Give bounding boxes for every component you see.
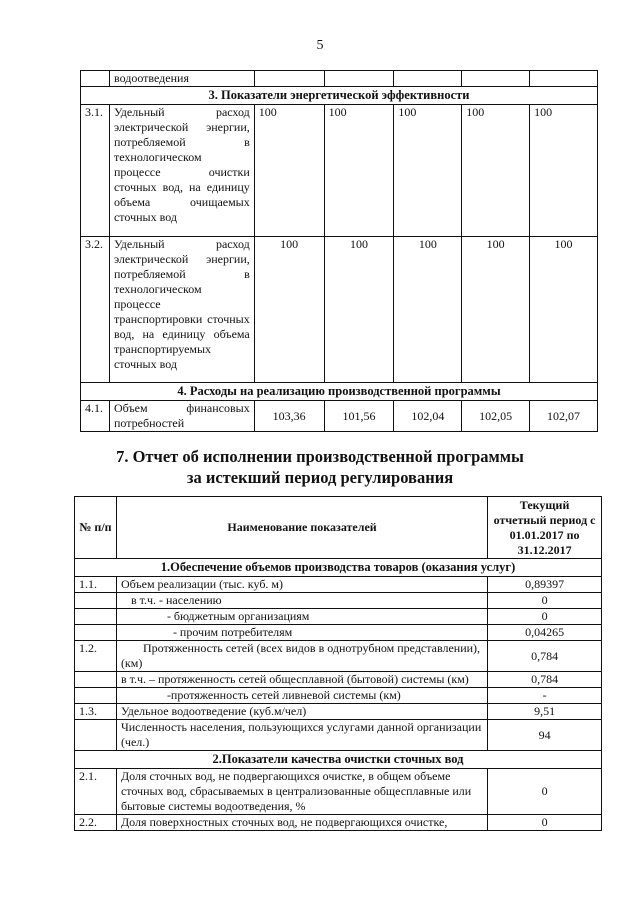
section-row [75, 559, 602, 577]
value-cell: 102,07 [530, 401, 598, 432]
row-number: 4.1. [81, 401, 110, 432]
value-cell: 102,04 [394, 401, 462, 432]
table-row [75, 577, 602, 593]
value-cell: 0,784 [488, 641, 602, 672]
table-row [81, 71, 598, 87]
indicator-name: - бюджетным организациям [116, 609, 487, 625]
value-cell: 0 [488, 593, 602, 609]
value-cell: 100 [394, 237, 462, 383]
table-row [75, 593, 602, 609]
header-row [75, 497, 602, 559]
section-row [75, 751, 602, 769]
value-cell: 100 [462, 237, 530, 383]
indicator-name: Удельное водоотведение (куб.м/чел) [116, 704, 487, 720]
section-1-heading: 1.Обеспечение объемов производства товаров (оказания услуг) [75, 559, 602, 577]
row-number: 1.1. [75, 577, 117, 593]
section-3-heading: 3. Показатели энергетической эффективности [81, 87, 598, 105]
indicator-name: Доля сточных вод, не подвергающихся очистке, в общем объеме сточных вод, сбрасываемых в централизованные общесплавные или бытовые системы водоотведения, % [116, 769, 487, 815]
indicator-name: Объем финансовых потребностей [109, 401, 254, 432]
value-cell: - [488, 688, 602, 704]
table-row [75, 704, 602, 720]
value-cell: 100 [394, 105, 462, 237]
value-cell: 0,04265 [488, 625, 602, 641]
table-row [75, 688, 602, 704]
value-cell: 100 [324, 237, 394, 383]
title-line-1: 7. Отчет об исполнении производственной программы [116, 447, 524, 466]
cell-name: водоотведения [109, 71, 254, 87]
value-cell: 100 [254, 237, 324, 383]
value-cell: 101,56 [324, 401, 394, 432]
table-row [81, 105, 598, 237]
table-row [75, 672, 602, 688]
report-table [74, 496, 602, 831]
value-cell: 9,51 [488, 704, 602, 720]
indicator-name: - прочим потребителям [116, 625, 487, 641]
value-cell: 0 [488, 815, 602, 831]
value-cell: 100 [530, 105, 598, 237]
row-number: 3.1. [81, 105, 110, 237]
value-cell: 100 [324, 105, 394, 237]
indicator-name: -протяженность сетей ливневой системы (км) [116, 688, 487, 704]
table-row [75, 720, 602, 751]
table-row [81, 401, 598, 432]
indicator-name: Объем реализации (тыс. куб. м) [116, 577, 487, 593]
table-row [81, 237, 598, 383]
row-number: 1.3. [75, 704, 117, 720]
row-number: 1.2. [75, 641, 117, 672]
value-cell: 0,784 [488, 672, 602, 688]
row-number: 2.2. [75, 815, 117, 831]
section-row [81, 87, 598, 105]
section-2-heading: 2.Показатели качества очистки сточных вод [75, 751, 602, 769]
value-cell: 0 [488, 609, 602, 625]
indicator-name: в т.ч. – протяженность сетей общесплавной (бытовой) системы (км) [116, 672, 487, 688]
table-row [75, 815, 602, 831]
section-4-heading: 4. Расходы на реализацию производственной программы [81, 383, 598, 401]
header-period: Текущий отчетный период с 01.01.2017 по 31.12.2017 [488, 497, 602, 559]
title-line-2: за истекший период регулирования [186, 468, 454, 487]
section-title [0, 446, 640, 488]
value-cell: 102,05 [462, 401, 530, 432]
indicator-name: в т.ч. - населению [116, 593, 487, 609]
value-cell: 100 [462, 105, 530, 237]
indicator-name: Удельный расход электрической энергии, потребляемой в технологическом процессе транспортировки сточных вод, на единицу объема транспортируемых сточных вод [109, 237, 254, 383]
section-row [81, 383, 598, 401]
page-number: 5 [316, 38, 324, 53]
header-number: № п/п [75, 497, 117, 559]
value-cell: 100 [530, 237, 598, 383]
indicators-table-continued [80, 70, 598, 432]
indicator-name: Протяженность сетей (всех видов в однотрубном представлении), (км) [116, 641, 487, 672]
value-cell: 100 [254, 105, 324, 237]
table-row [75, 769, 602, 815]
header-name: Наименование показателей [116, 497, 487, 559]
value-cell: 0,89397 [488, 577, 602, 593]
table-row [75, 609, 602, 625]
value-cell: 0 [488, 769, 602, 815]
indicator-name: Доля поверхностных сточных вод, не подвергающихся очистке, [116, 815, 487, 831]
table-row [75, 625, 602, 641]
row-number: 2.1. [75, 769, 117, 815]
row-number: 3.2. [81, 237, 110, 383]
table-row [75, 641, 602, 672]
value-cell: 103,36 [254, 401, 324, 432]
value-cell: 94 [488, 720, 602, 751]
indicator-name: Удельный расход электрической энергии, потребляемой в технологическом процессе очистки сточных вод, на единицу объема очищаемых сточных вод [109, 105, 254, 237]
indicator-name: Численность населения, пользующихся услугами данной организации (чел.) [116, 720, 487, 751]
